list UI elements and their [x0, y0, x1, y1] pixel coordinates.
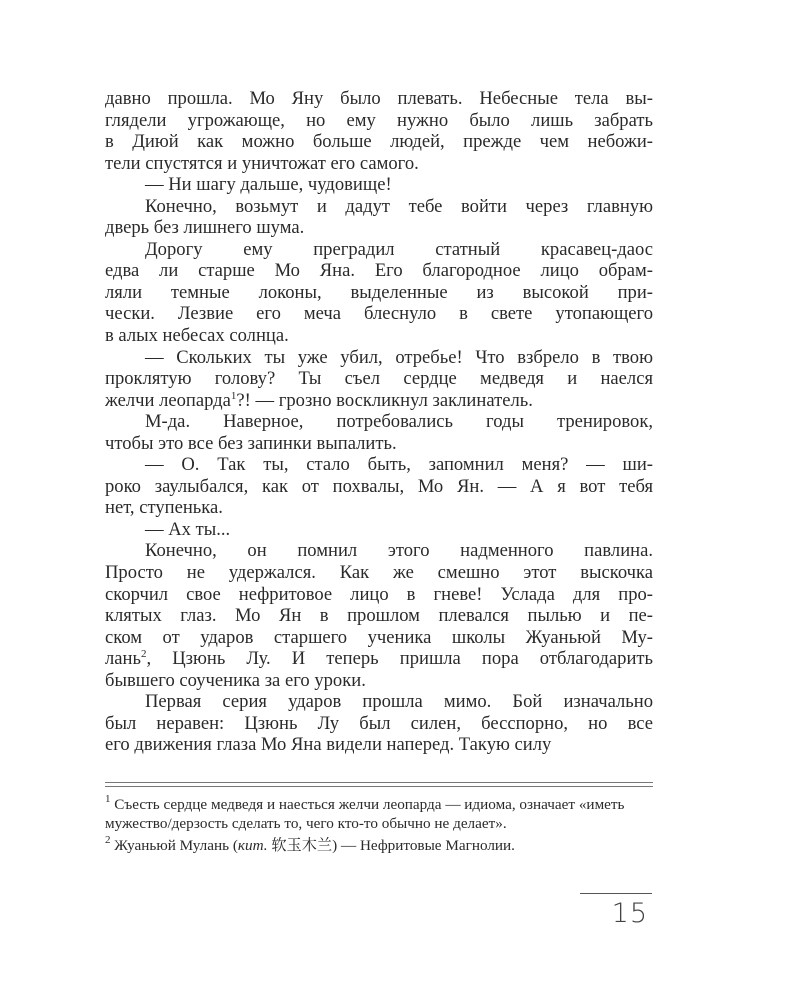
text-line: чтобы это все без запинки выпалить. — [105, 432, 397, 454]
text-line: чески. Лезвие его меча блеснуло в свете утопающего — [105, 303, 653, 325]
text-line: ляли темные локоны, выделенные из высокой при- — [105, 281, 653, 303]
text-line: — Скольких ты уже убил, отребье! Что взбрело в твою — [145, 346, 653, 368]
text-line: Просто не удержался. Как же смешно этот выскочка — [105, 562, 653, 584]
text-line: клятых глаз. Мо Ян в прошлом плевался пылью и пе- — [105, 605, 653, 627]
text-line: — Ни шагу дальше, чудовище! — [145, 174, 392, 196]
text-line: М-да. Наверное, потребовались годы тренировок, — [145, 411, 653, 433]
footnote-mark: 2 — [105, 833, 111, 846]
text-line: бывшего соученика за его уроки. — [105, 669, 366, 691]
text-line: Первая серия ударов прошла мимо. Бой изначально — [145, 691, 653, 713]
text-line: в алых небесах солнца. — [105, 325, 289, 347]
text-line: — Ах ты... — [145, 518, 231, 540]
text-line: был неравен: Цзюнь Лу был силен, бесспорно, но все — [105, 712, 653, 734]
text-line: — О. Так ты, стало быть, запомнил меня? — ши- — [145, 454, 653, 476]
text-line: его движения глаза Мо Яна видели наперед. Такую силу — [105, 734, 552, 756]
text-line: скорчил свое нефритовое лицо в гневе! Услада для про- — [105, 583, 653, 605]
page-number: 15 — [611, 898, 648, 929]
footnote-text: 软玉木兰) — Нефритовые Магнолии. — [267, 836, 515, 854]
footnote-mark: 1 — [105, 793, 111, 805]
text-line: желчи леопарда$^1$?! — грозно воскликнул заклинатель. — [105, 389, 533, 411]
text-line: лань$^2$, Цзюнь Лу. И теперь пришла пора отблагодарить — [105, 648, 653, 670]
footnote-text: Жуаньюй Мулань ( — [114, 836, 238, 854]
footnote-abbr: кит. — [237, 836, 268, 854]
text-line: едва ли старше Мо Яна. Его благородное лицо обрам- — [105, 260, 653, 282]
text-line: Дорогу ему преградил статный красавец-даос — [145, 238, 653, 260]
text-line: нет, ступенька. — [105, 497, 223, 519]
text-line: давно прошла. Мо Яну было плевать. Небесные тела вы- — [105, 88, 653, 109]
body-text — [105, 88, 653, 756]
footnote-separator — [105, 782, 653, 787]
page-number-rule — [580, 893, 652, 894]
footnote-1 — [105, 793, 653, 834]
text-line: Конечно, возьмут и дадут тебе войти через главную — [145, 195, 653, 217]
text-line: роко заулыбался, как от похвалы, Мо Ян. — А я вот тебя — [105, 475, 653, 497]
footnote-2 — [105, 833, 653, 856]
text-line: проклятую голову? Ты съел сердце медведя и наелся — [105, 368, 653, 390]
text-line: в Диюй как можно больше людей, прежде чем небожи- — [105, 131, 653, 153]
text-line: ском от ударов старшего ученика школы Жуаньюй Му- — [105, 626, 653, 648]
text-line: дверь без лишнего шума. — [105, 217, 305, 239]
footnote-text: Съесть сердце медведя и наесться желчи леопарда — идиома, означает «иметь мужество/дерзость сделать то, чего кто-то обычно не делает». — [105, 796, 625, 832]
text-line: тели спустятся и уничтожат его самого. — [105, 152, 419, 174]
text-line: Конечно, он помнил этого надменного павлина. — [145, 540, 653, 562]
footnotes — [105, 793, 653, 858]
text-line: глядели угрожающе, но ему нужно было лишь забрать — [105, 109, 653, 131]
